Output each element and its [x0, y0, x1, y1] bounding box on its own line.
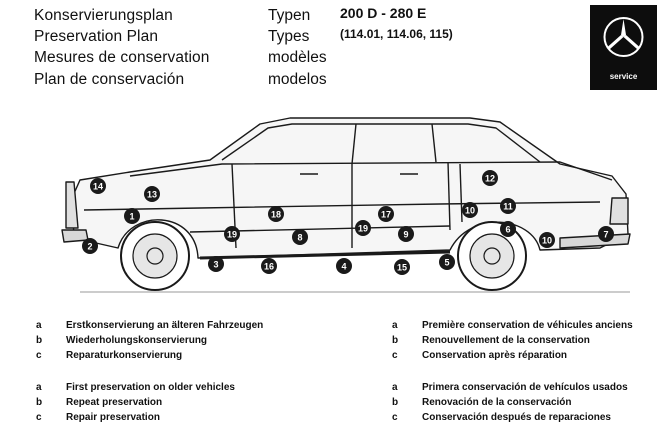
marker-5 — [439, 254, 455, 270]
marker-14 — [90, 178, 106, 194]
mercedes-service-logo — [590, 5, 657, 90]
legend-row: b Renovación de la conservación — [392, 397, 572, 408]
svg-text:5: 5 — [444, 257, 450, 268]
marker-8 — [292, 229, 308, 245]
marker-4 — [336, 258, 352, 274]
three-pointed-star-icon — [590, 5, 657, 67]
title-english: Preservation Plan — [34, 28, 159, 45]
marker-3 — [208, 256, 224, 272]
svg-text:9: 9 — [403, 229, 409, 240]
svg-text:6: 6 — [505, 224, 511, 235]
title-german: Konservierungsplan — [34, 7, 173, 24]
legend-spanish — [392, 380, 628, 425]
legend-row: c Repair preservation — [36, 412, 160, 423]
legend-english — [36, 380, 235, 425]
svg-text:8: 8 — [297, 232, 303, 243]
title-spanish: Plan de conservación — [34, 71, 185, 88]
legend-row: b Wiederholungskonservierung — [36, 335, 208, 346]
svg-text:12: 12 — [484, 173, 496, 184]
marker-17 — [378, 206, 394, 222]
svg-text:19: 19 — [357, 223, 369, 234]
svg-text:13: 13 — [146, 189, 158, 200]
svg-text:15: 15 — [396, 262, 408, 273]
svg-text:3: 3 — [213, 259, 219, 270]
types-label-french: modèles — [268, 49, 327, 66]
svg-text:2: 2 — [87, 241, 93, 252]
rear-wheel — [458, 222, 526, 290]
svg-text:1: 1 — [129, 211, 135, 222]
legend-german — [36, 318, 263, 363]
legend-row: a First preservation on older vehicles — [36, 382, 235, 393]
marker-16 — [261, 258, 277, 274]
svg-text:10: 10 — [541, 235, 553, 246]
legend-row: a Primera conservación de vehículos usados — [392, 382, 628, 393]
legend-row: c Reparaturkonservierung — [36, 350, 183, 361]
svg-text:4: 4 — [341, 261, 347, 272]
svg-text:14: 14 — [92, 181, 104, 192]
marker-11 — [500, 198, 516, 214]
types-label-spanish: modelos — [268, 71, 327, 88]
marker-18 — [268, 206, 284, 222]
marker-1 — [124, 208, 140, 224]
marker-6 — [500, 221, 516, 237]
types-label-german: Typen — [268, 7, 311, 24]
legend-row: a Erstkonservierung an älteren Fahrzeugen — [36, 320, 264, 331]
svg-text:10: 10 — [464, 205, 476, 216]
svg-text:19: 19 — [226, 229, 238, 240]
marker-10-rear — [539, 232, 555, 248]
legend-row: c Conservación después de reparaciones — [392, 412, 611, 423]
svg-text:7: 7 — [603, 229, 609, 240]
model-codes: (114.01, 114.06, 115) — [340, 27, 453, 41]
svg-text:11: 11 — [503, 201, 513, 212]
marker-10-upper — [462, 202, 478, 218]
marker-13 — [144, 186, 160, 202]
legend-row: a Première conservation de véhicules anciens — [392, 320, 633, 331]
marker-19-middle — [355, 220, 371, 236]
marker-12 — [482, 170, 498, 186]
types-label-english: Types — [268, 28, 310, 45]
svg-text:16: 16 — [263, 261, 275, 272]
svg-text:17: 17 — [380, 209, 392, 220]
title-french: Mesures de conservation — [34, 49, 210, 66]
marker-2 — [82, 238, 98, 254]
model-range: 200 D - 280 E — [340, 5, 427, 21]
legend-row: c Conservation après réparation — [392, 350, 568, 361]
marker-15 — [394, 259, 410, 275]
legend-french — [392, 318, 633, 363]
legend-row: b Renouvellement de la conservation — [392, 335, 590, 346]
logo-service-text: service — [609, 72, 638, 81]
marker-7 — [598, 226, 614, 242]
svg-text:18: 18 — [270, 209, 282, 220]
marker-19-front — [224, 226, 240, 242]
front-wheel — [121, 222, 189, 290]
legend-row: b Repeat preservation — [36, 397, 163, 408]
marker-9 — [398, 226, 414, 242]
car-side-diagram — [0, 98, 672, 298]
